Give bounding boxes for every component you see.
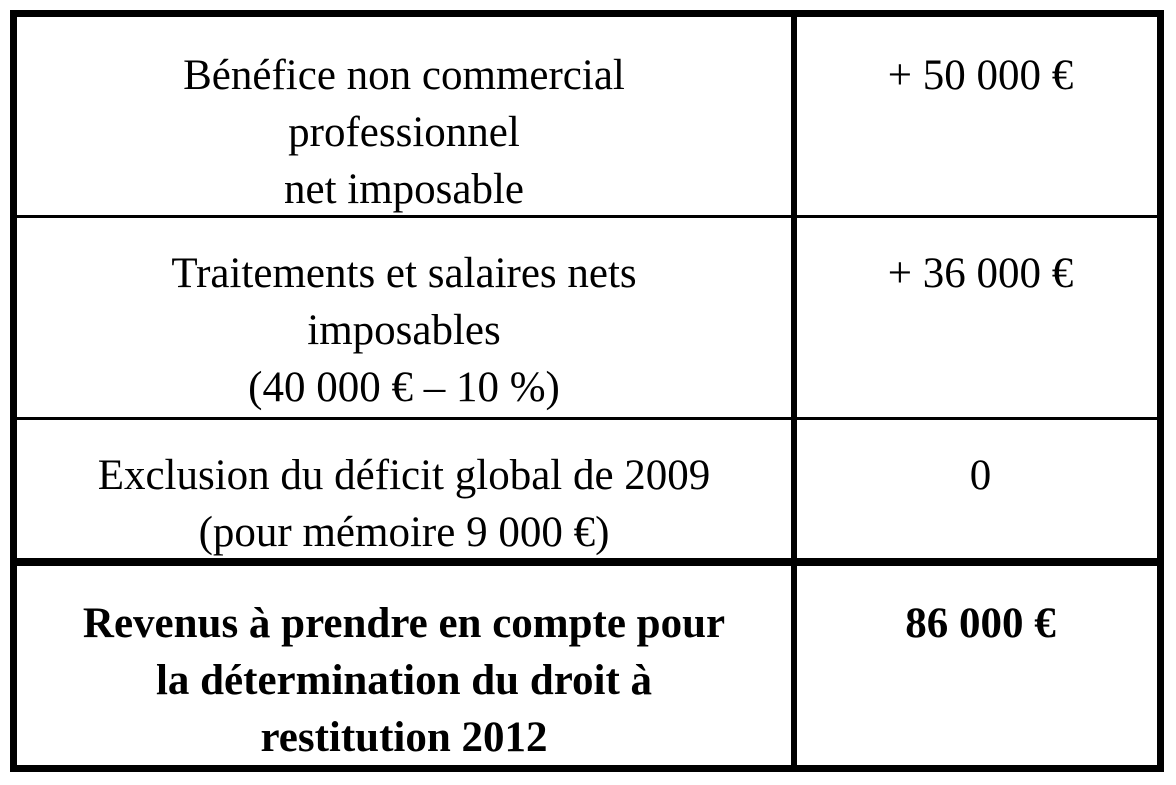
row-label-line: Exclusion du déficit global de 2009 xyxy=(97,452,711,499)
total-label-line: la détermination du droit à xyxy=(155,657,653,704)
total-label-line: Revenus à prendre en compte pour xyxy=(82,600,726,647)
row-label-line: (40 000 € – 10 %) xyxy=(248,364,560,411)
row-label-deficit xyxy=(17,447,791,561)
row-label-line: Traitements et salaires nets xyxy=(171,250,637,297)
total-label-line: restitution 2012 xyxy=(260,714,548,761)
row-value-salaires: + 36 000 € xyxy=(887,250,1074,297)
row-value-benefice: + 50 000 € xyxy=(887,52,1074,99)
row-label-salaires xyxy=(17,245,791,416)
row-label-line: imposables xyxy=(307,307,501,354)
row-label-line: Bénéfice non commercial xyxy=(183,52,625,99)
total-value: 86 000 € xyxy=(905,600,1056,647)
row-value-deficit: 0 xyxy=(969,452,992,499)
column-divider xyxy=(791,17,797,765)
row-label-line: net imposable xyxy=(283,166,525,213)
row-label-line: (pour mémoire 9 000 €) xyxy=(198,509,610,556)
row-label-benefice xyxy=(17,47,791,218)
income-table xyxy=(10,10,1164,772)
row-label-line: professionnel xyxy=(288,109,520,156)
total-label xyxy=(17,595,791,766)
row-divider xyxy=(17,417,1157,420)
